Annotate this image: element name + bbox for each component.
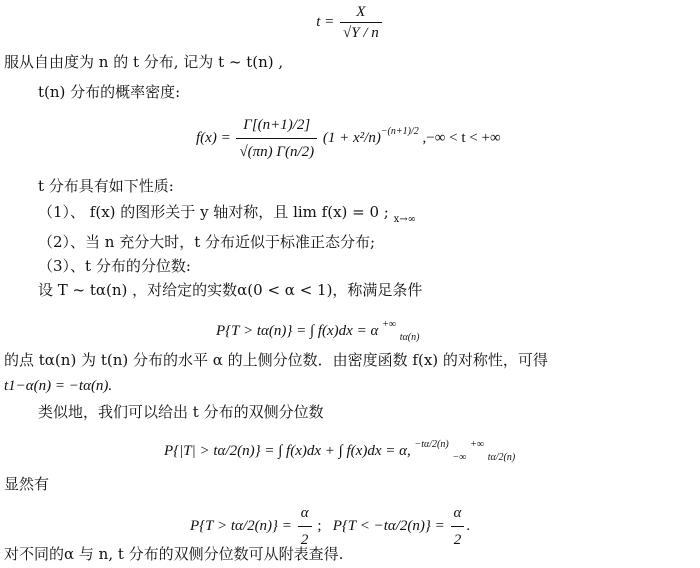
formula-symmetry: t1−α(n) = −tα(n). (4, 378, 113, 394)
eq2-int2-upper: +∞ (470, 439, 484, 450)
eq1-lower-limit: tα(n) (399, 332, 420, 343)
paragraph-obviously: 显然有 (4, 475, 50, 493)
density-fraction (236, 112, 317, 165)
eq3b-text: P{T < −tα/2(n)} = (332, 517, 445, 534)
paragraph-upper-quantile: 的点 tα(n) 为 t(n) 分布的水平 α 的上侧分位数．由密度函数 f(x) 的对称性，可得 (4, 351, 548, 369)
fraction (340, 2, 382, 43)
paragraph-quantile-definition: 设 T ~ tα(n) ，对给定的实数α(0 < α < 1)，称满足条件 (38, 281, 423, 299)
paragraph-density-heading: t(n) 分布的概率密度: (38, 83, 181, 101)
eq3b-numerator: α (451, 500, 465, 527)
property-1 (38, 202, 416, 230)
property-1-text: （1）、 f(x) 的图形关于 y 轴对称，且 lim f(x) = 0 ; (38, 203, 389, 221)
property-2: （2）、当 n 充分大时，t 分布近似于标准正态分布; (38, 233, 376, 251)
eq2-int1-lower: −∞ (452, 452, 467, 463)
eq2-int2-lower: tα/2(n) (487, 452, 516, 463)
eq3a-numerator: α (298, 500, 312, 527)
paragraph-properties: t 分布具有如下性质: (38, 177, 174, 195)
formula-lhs: t = (316, 13, 335, 30)
eq3b-denominator: 2 (453, 532, 462, 548)
density-numerator: Γ[(n+1)/2] (236, 112, 317, 139)
property-3: （3）、t 分布的分位数: (38, 257, 191, 275)
eq3a-text: P{T > tα/2(n)} = (190, 517, 292, 534)
eq1-upper-limit: +∞ (382, 319, 396, 330)
eq3b-fraction (451, 500, 465, 553)
eq2-int1-upper: −tα/2(n) (414, 439, 449, 450)
formula-t-definition (0, 2, 700, 43)
fraction-numerator: X (340, 2, 382, 23)
density-range: ,−∞ < t < +∞ (422, 129, 501, 146)
density-denominator: √(πn) Γ(n/2) (239, 144, 315, 160)
paragraph-definition: 服从自由度为 n 的 t 分布, 记为 t ~ t(n) , (4, 53, 284, 71)
period: . (466, 517, 471, 534)
property-1-limit-subscript: x→∞ (393, 214, 416, 225)
density-exponent: −(n+1)/2 (380, 125, 419, 137)
density-lhs: f(x) = (196, 129, 231, 146)
eq1-text: P{T > tα(n)} = ∫ f(x)dx = α (216, 323, 379, 339)
paragraph-table-note: 对不同的α 与 n, t 分布的双侧分位数可从附表查得. (4, 545, 344, 563)
fraction-denominator: √Y / n (343, 25, 379, 41)
eq2-text: P{|T| > tα/2(n)} = ∫ f(x)dx + ∫ f(x)dx = α, (164, 443, 411, 459)
density-paren: (1 + x²/n) (322, 129, 381, 146)
formula-density (196, 112, 501, 165)
formula-upper-quantile (216, 312, 419, 351)
formula-two-sided (164, 432, 515, 471)
paragraph-two-sided: 类似地，我们可以给出 t 分布的双侧分位数 (38, 403, 324, 421)
eq3a-denominator: 2 (300, 532, 309, 548)
separator: ; (317, 517, 329, 534)
